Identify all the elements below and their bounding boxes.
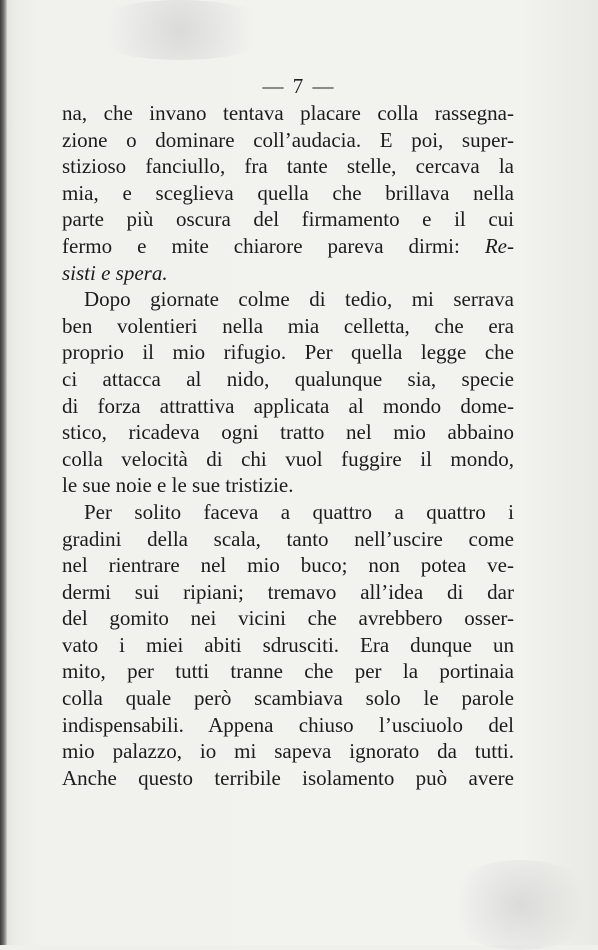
paragraph-last-line: le sue noie e le sue tristizie. (62, 473, 294, 498)
paper-stain (80, 0, 280, 60)
text-line: vato i miei abiti sdrusciti. Era dunque un (62, 632, 514, 657)
text-line: zione o dominare coll’audacia. E poi, super- (62, 127, 514, 152)
text-line: dermi sui ripiani; tremavo all’idea di dar (62, 579, 514, 604)
text-line: gradini della scala, tanto nell’uscire come (62, 526, 514, 551)
text-line: nel rientrare nel mio buco; non potea ve- (62, 553, 514, 578)
text-line: stico, ricadeva ogni tratto nel mio abbaino (62, 420, 514, 445)
text-segment: fermo e mite chiarore pareva dirmi: (62, 233, 485, 258)
paper-stain (440, 860, 598, 950)
text-line: colla velocità di chi vuol fuggire il mondo, (62, 446, 514, 471)
text-line: mia, e sceglieva quella che brillava nella (62, 180, 514, 205)
paragraph-first-line: Per solito faceva a quattro a quattro i (84, 499, 514, 524)
text-line-with-italic (62, 233, 514, 260)
text-line: mito, per tutti tranne che per la portinaia (62, 659, 514, 684)
text-line: ci attacca al nido, qualunque sia, specie (62, 366, 514, 391)
text-line: del gomito nei vicini che avrebbero osser- (62, 606, 514, 631)
book-spine-shadow (0, 0, 7, 945)
text-line: proprio il mio rifugio. Per quella legge che (62, 340, 514, 365)
paragraph-first-line: Dopo giornate colme di tedio, mi serrava (84, 287, 514, 312)
text-line: Anche questo terribile isolamento può avere (62, 765, 514, 790)
text-line: parte più oscura del firmamento e il cui (62, 207, 514, 232)
body-text (62, 100, 514, 791)
italic-line: sisti e spera. (62, 260, 168, 285)
text-line: colla quale però scambiava solo le parole (62, 686, 514, 711)
text-line: ben volentieri nella mia celletta, che era (62, 313, 514, 338)
text-line: mio palazzo, io mi sapeva ignorato da tutti. (62, 739, 514, 764)
text-line: di forza attrattiva applicata al mondo dome- (62, 393, 514, 418)
text-line: indispensabili. Appena chiuso l’usciuolo del (62, 712, 514, 737)
page-number: — 7 — (262, 74, 336, 98)
italic-segment: Re- (484, 233, 514, 258)
text-line: stizioso fanciullo, fra tante stelle, cercava la (62, 154, 514, 179)
text-line: na, che invano tentava placare colla rassegna- (62, 101, 514, 125)
